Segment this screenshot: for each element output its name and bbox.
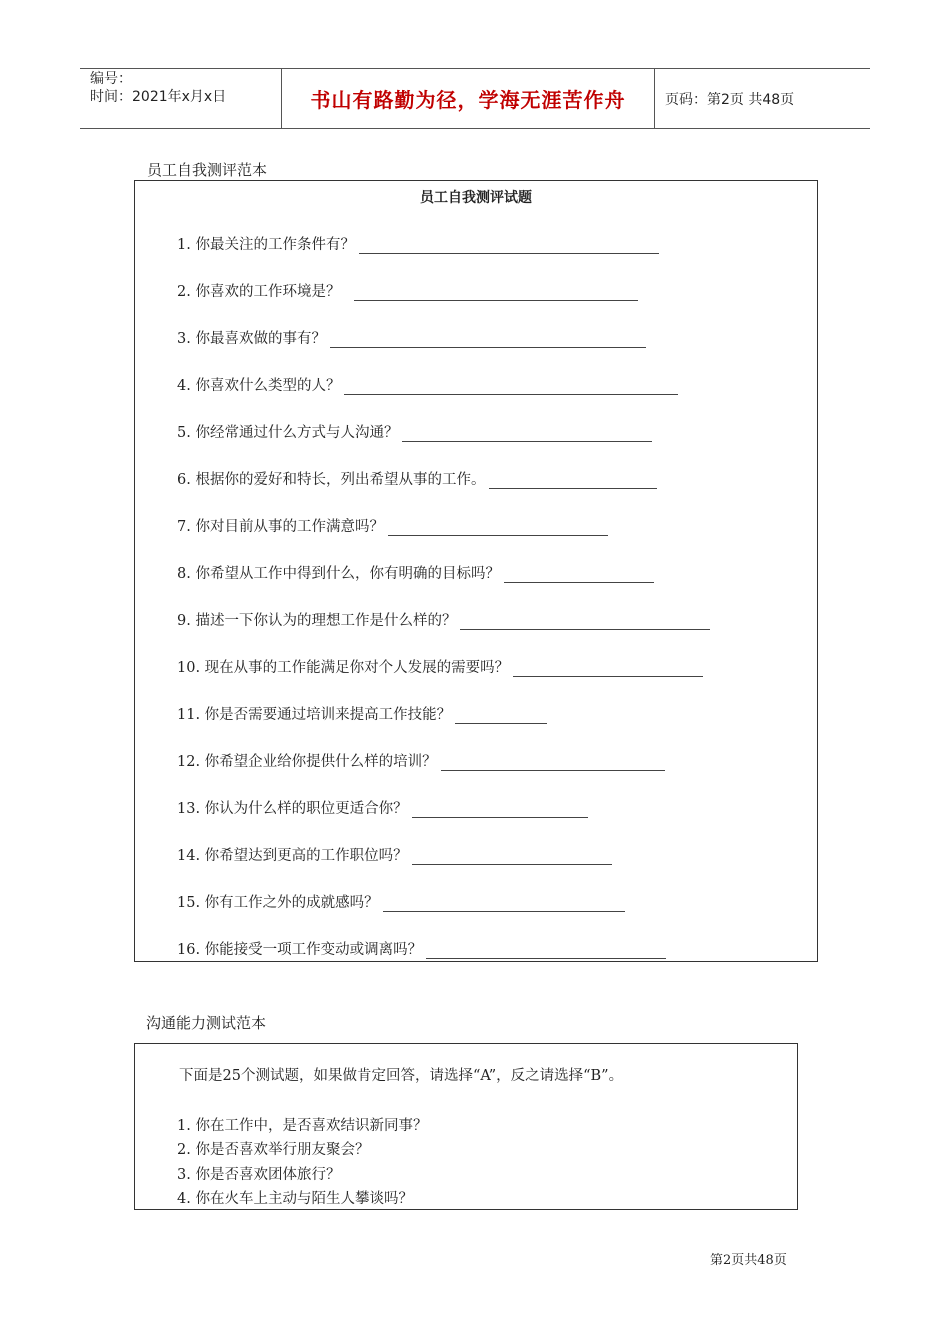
header-motto: 书山有路勤为径，学海无涯苦作舟 (310, 88, 626, 112)
question-text: 5. 你经常通过什么方式与人沟通？ (177, 425, 399, 441)
answer-blank[interactable] (383, 897, 625, 912)
question-item (177, 280, 638, 301)
question-text: 2. 你喜欢的工作环境是？ (177, 284, 341, 300)
answer-blank[interactable] (344, 380, 678, 395)
footer-page-label: 第2页共48页 (710, 1253, 787, 1268)
question-item (177, 938, 666, 959)
question-text: 15. 你有工作之外的成就感吗？ (177, 895, 379, 911)
question-item (177, 609, 710, 630)
question-text: 8. 你希望从工作中得到什么，你有明确的目标吗？ (177, 566, 500, 582)
answer-blank[interactable] (388, 521, 608, 536)
section-title-self-assessment: 员工自我测评范本 (147, 161, 268, 179)
question-item (177, 421, 652, 442)
question-item (177, 233, 659, 254)
question-item (177, 327, 646, 348)
question-item (177, 468, 657, 489)
test-item: 1. 你在工作中，是否喜欢结识新同事？ (177, 1118, 428, 1134)
box-title: 员工自我测评试题 (420, 190, 532, 206)
question-text: 9. 描述一下你认为的理想工作是什么样的？ (177, 613, 457, 629)
answer-blank[interactable] (513, 662, 703, 677)
question-item (177, 374, 678, 395)
question-item (177, 844, 612, 865)
answer-blank[interactable] (441, 756, 665, 771)
question-text: 1. 你最关注的工作条件有？ (177, 237, 355, 253)
answer-blank[interactable] (330, 333, 646, 348)
time-label: 时间：2021年x月x日 (90, 89, 227, 105)
header-left-cell (90, 70, 226, 106)
question-text: 14. 你希望达到更高的工作职位吗？ (177, 848, 408, 864)
header-divider (654, 68, 655, 129)
question-text: 10. 现在从事的工作能满足你对个人发展的需要吗？ (177, 660, 510, 676)
test-item: 3. 你是否喜欢团体旅行？ (177, 1167, 341, 1183)
question-text: 4. 你喜欢什么类型的人？ (177, 378, 341, 394)
question-item (177, 891, 625, 912)
question-text: 12. 你希望企业给你提供什么样的培训？ (177, 754, 437, 770)
answer-blank[interactable] (354, 286, 638, 301)
test-intro: 下面是25个测试题，如果做肯定回答，请选择“A”，反之请选择“B”。 (179, 1068, 624, 1084)
question-item (177, 797, 588, 818)
question-text: 6. 根据你的爱好和特长，列出希望从事的工作。 (177, 472, 486, 488)
self-assessment-box (134, 180, 818, 962)
question-item (177, 562, 654, 583)
answer-blank[interactable] (426, 944, 666, 959)
question-text: 16. 你能接受一项工作变动或调离吗？ (177, 942, 423, 958)
question-text: 3. 你最喜欢做的事有？ (177, 331, 326, 347)
answer-blank[interactable] (460, 615, 710, 630)
answer-blank[interactable] (504, 568, 654, 583)
question-item (177, 703, 547, 724)
answer-blank[interactable] (402, 427, 652, 442)
question-item (177, 750, 665, 771)
section-title-communication: 沟通能力测试范本 (146, 1014, 267, 1032)
number-label: 编号： (90, 71, 132, 87)
test-item: 2. 你是否喜欢举行朋友聚会？ (177, 1142, 370, 1158)
communication-test-box (134, 1043, 798, 1210)
answer-blank[interactable] (455, 709, 547, 724)
question-text: 11. 你是否需要通过培训来提高工作技能？ (177, 707, 452, 723)
question-text: 13. 你认为什么样的职位更适合你？ (177, 801, 408, 817)
test-item: 4. 你在火车上主动与陌生人攀谈吗？ (177, 1191, 413, 1207)
question-item (177, 656, 703, 677)
answer-blank[interactable] (489, 474, 657, 489)
answer-blank[interactable] (412, 803, 588, 818)
header-page-label: 页码：第2页 共48页 (665, 92, 795, 108)
answer-blank[interactable] (412, 850, 612, 865)
question-text: 7. 你对目前从事的工作满意吗？ (177, 519, 384, 535)
question-item (177, 515, 608, 536)
answer-blank[interactable] (359, 239, 659, 254)
